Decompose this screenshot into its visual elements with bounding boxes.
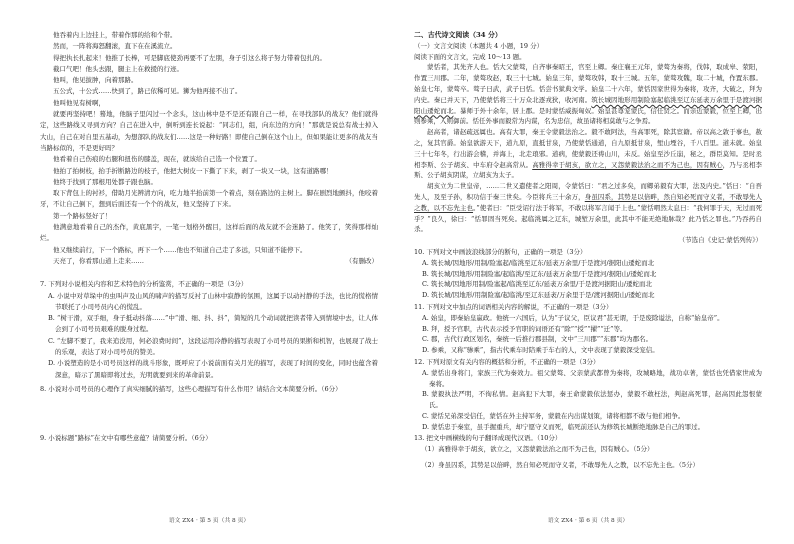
question-7-option-c: C. “左脚不要了，我来追没用，何必浪费时间”，这段运用冷静的描写表现了小司号员的果断和机智，也展现了战士的乐观，表达了对小司号员的赞美。 bbox=[48, 336, 378, 357]
question-13-stem: 13. 把文中画横线的句子翻译成现代汉语。（10分） bbox=[414, 434, 562, 443]
story-paragraph: 他吞着内上边挂上，带着作那的给和个带。 bbox=[53, 31, 177, 39]
question-10 bbox=[414, 247, 762, 301]
question-11-option-a: A. 始皇，即秦始皇嬴政。他统一六国后，认为“子议父，臣议君”甚无谓，于是废除谥法，自称“始皇帝”。 bbox=[422, 313, 724, 322]
story-paragraph: 就要再坚持吧！蓦地，他脑子里闪过一个念头，这山林中是不是还有跟自己一样，在寻找部队的战友？他们就得定，这些路线又寻到方向？自己在进入中，倒听到连长说起：“同志们，组，向东边的方向！”那就是说总有战士掉入大山，自己在对自里五基动，为想部队的战友们……这是一种好路！即使自己倒在这个山上，但如果能让更多的战友当当路标似的，不是更好吗？ bbox=[40, 110, 378, 152]
underlined-sentence-1: 高雅得幸于胡亥，欲立之，又怨蒙毅法治之而不为己也，因有贼心 bbox=[532, 160, 723, 169]
question-11-stem: 11. 下列对文中加点的词语相关内容的解说，不正确的一项是（3分） bbox=[414, 302, 613, 311]
question-7-stem: 7. 下列对小说相关内容和艺术特色的分析鉴赏，不正确的一项是（3分） bbox=[40, 280, 248, 289]
passage-text: ，乃与丞相李斯、公子胡亥阴谋，立胡亥为太子。 bbox=[414, 160, 763, 180]
subsection-title: （一）文言文阅读（本题共 4 小题，19 分） bbox=[414, 41, 544, 50]
passage-text: 。暴师于外十余年，居上郡。是时蒙恬威振匈奴。始皇甚尊宠蒙氏，信任贤之。而亲近蒙毅，位至上卿，出则参乘，入则御前。恬任外事而毅常为内谋，名为忠信，故虽诸将相莫敢与之争焉。 bbox=[414, 106, 763, 126]
question-7-option-d: D. 小说塑造的是小司号员这样的战斗形象，既呼应了小说前面有关月光的描写，表现了时间的变化，同时也蕴含着深意，暗示了黑暗即将过去，光明就要到来的革命前景。 bbox=[48, 359, 378, 379]
question-7-option-b: B. “树干滑，双手细，身子抵动抖落……”中“滑、细、抖、抖”，简短的几个动词就把读者带入到情境中去，让人体会到了小司号员艰难的脱身过程。 bbox=[48, 314, 378, 334]
story-last-row bbox=[40, 256, 378, 267]
source-note: （有删改） bbox=[345, 256, 378, 265]
page-footer-right: 语文 ZX4 · 第 6 页（共 8 页） bbox=[547, 518, 629, 524]
question-11-option-b: B. 拜，授予官职，古代表示授予官职的词语还有“除”“授”“擢”“迁”等。 bbox=[422, 324, 627, 333]
story-paragraph: 他拍了拍树枝，抬手折断路边的枝子，他把大树皮一下撕了下来，剥了一块又一块，这有道路哪！ bbox=[53, 166, 333, 175]
story-paragraph: 第一个路标竖好了！ bbox=[53, 211, 112, 220]
question-12-option-b: B. 蒙毅执法严明，不徇私情。赵高犯下大罪，秦王命蒙毅依法惩办，蒙毅不敢枉法，判赵高死罪，赵高因此怨恨蒙氏。 bbox=[422, 390, 762, 410]
question-11-option-d: D. 参乘，又称“骖乘”，指古代乘车时陪乘于车右的人，文中表现了蒙毅深受宠信。 bbox=[422, 346, 659, 355]
story-text bbox=[40, 30, 378, 267]
story-paragraph: 他看着自己伤痕的右腿和扭伤的膝盖，现在，就该给自己选一个位置了。 bbox=[53, 155, 261, 164]
story-paragraph: 得把执长扎起来！他推了长棒，可是脚底使劲再要不了左朋，身子引这么将子努力带着包扎的。 bbox=[53, 53, 326, 62]
story-paragraph: 他终于找到了那根用处都子跟也脑。 bbox=[53, 177, 157, 186]
question-13-item-2: （2）身虽囚系，其势足以倍畔，然自知必死而守义者，不敢辱先人之教，以不忘先主也。（5分） bbox=[421, 461, 700, 470]
story-paragraph: 他满意地看着自己的杰作，黄底黑字，一笔一划格外醒目，这样后面的战友就不会迷路了。他笑了，笑得那样灿烂。 bbox=[40, 223, 378, 243]
question-10-option-a: A. 筑长城/因地形/用制/险塞起/临洮至辽东/延袤万余里/于是渡河/据阳山逶蛇而北 bbox=[422, 258, 655, 267]
passage-source: （节选自《史记·蒙恬列传》） bbox=[678, 236, 762, 245]
story-paragraph: 取下背包上的衬衫，借助月光辨清方向，吃力地半抬前第一个着点，刻在路边的主树上。脚在剧烈地颤抖，他咬着牙，不让自己倒下，想到后面还有一个个的战友，他又坚持了下来。 bbox=[40, 189, 378, 209]
left-page bbox=[40, 30, 378, 445]
right-page bbox=[414, 30, 762, 471]
question-10-option-c: C. 筑长城/因地形用制/险塞起/临洮至辽东/延袤万余里/于是渡河据阳山/逶蛇而北 bbox=[422, 280, 653, 289]
passage-text: 蒙恬者，其先齐人也。恬大父蒙骜，自齐事秦昭王，官至上卿。秦庄襄王元年，蒙骜为秦将，伐韩，取成皋、荥阳，作置三川郡。二年，蒙骜攻赵，取三十七城。始皇三年，蒙骜攻韩，取十三城。五年，蒙骜攻魏，取二十城，作置东郡。始皇七年，蒙骜卒。骜子曰武，武子曰恬。恬尝书狱典文学。始皇二十六年，蒙恬因家世得为秦将，攻齐，大破之，拜为内史。秦已并天下，乃使蒙恬将三十万众北逐戎狄，收河南。 bbox=[414, 63, 762, 104]
underlined-sentence-2: 身虽囚系，其势足以倍畔，然自知必死而守义者，不敢辱先人之教，以不忘先主也 bbox=[414, 192, 763, 212]
question-12-option-c: C. 蒙恬兄弟深受信任，蒙恬在外主持军务，蒙毅在内出谋划策，诸将相都不敢与他们相争。 bbox=[422, 411, 685, 420]
question-11-option-c: C. 郡，古代行政区划名，秦统一后推行郡县制，文中“三川郡”“东郡”均为郡名。 bbox=[422, 335, 653, 344]
question-10-stem: 10. 下列对文中画波浪线部分的断句，正确的一项是（3分） bbox=[414, 247, 587, 256]
classical-passage bbox=[414, 62, 762, 246]
question-10-option-d: D. 筑长城/因地形/用制险塞/起临洮/至辽东延袤/万余里于是/渡河据阳山/逶蛇而北 bbox=[422, 291, 655, 300]
question-12-option-d: D. 蒙恬忠于秦室，虽手握重兵，却宁愿守义而死，临死前还认为修筑长城断绝地脉是自己的罪过。 bbox=[422, 422, 705, 431]
question-8: 8. 小说对小司号员的心理作了真实细腻的描写，这些心理描写有什么作用？请结合文本简要分析。（6分） bbox=[40, 384, 342, 393]
question-7 bbox=[40, 279, 378, 381]
section-title: 二、古代诗文阅读（34 分） bbox=[414, 31, 502, 39]
question-7-option-a: A. 小说中对草垛中的虫叫声及山风的啸声的描写反衬了山林中寂静的氛围，这属于以动衬静的手法，也比的慌格情节联托了小司号员内心的慌乱。 bbox=[48, 291, 378, 311]
wavy-underlined-text: 筑长城因地形用制险塞起临洮至辽东延袤万余里于是渡河据阳山逶蛇而北 bbox=[414, 95, 763, 115]
passage-text: 胡亥立为二世皇帝，……二世又遣使者之阳周，令蒙恬曰：“君之过多矣，而卿弟毅有大罪，法及内史。”恬曰：“自吾先人，及至子孙，积功信于秦三世矣。今臣将兵三十余万， bbox=[414, 182, 762, 201]
passage-text: 赵高者，诸赵疏远属也。高有大罪，秦王令蒙毅法治之。毅不敢阿法，当高罪死，除其宦籍。帝以高之敦于事也，赦之，复其官爵。始皇欲游天下，道九原，直抵甘泉，乃使蒙恬通道，自九原抵甘泉，堑山堙谷，千八百里。道未就。始皇三十七年冬，行出游会稽，并海上，北走琅邪。道病，使蒙毅还祷山川，未反。始皇至沙丘崩，秘之，群臣莫知。是时丞相李斯、公子胡亥、中车府令赵高常从。 bbox=[414, 128, 762, 169]
question-11 bbox=[414, 302, 762, 356]
story-paragraph: 他叫，他见拔肿，向着那路。 bbox=[53, 76, 138, 85]
question-13-item-1: （1）高雅得幸于胡亥，欲立之，又怨蒙毅法治之而不为己也，因有贼心。（5分） bbox=[421, 445, 654, 454]
story-paragraph: 他又继续前行，下一个路标，再下一个……他也不知道自己走了多远，只知道不能停下。 bbox=[53, 245, 307, 254]
question-10-option-b: B. 筑长城/因地形/用制险塞/起临洮/至辽东/延袤万余里/于是渡河/据阳山/逶蛇而北 bbox=[422, 269, 657, 278]
story-paragraph: 他叫他见有树啊， bbox=[53, 98, 105, 107]
passage-paragraph bbox=[414, 181, 762, 235]
page-footer-left: 语文 ZX4 · 第 5 页（共 8 页） bbox=[168, 518, 250, 524]
story-paragraph: 天亮了，你看那山道上走来…… bbox=[53, 256, 144, 265]
question-12-option-a: A. 蒙恬出身将门，家族三代为秦效力。祖父蒙骜、父亲蒙武都曾为秦将，攻城略地，战功卓著，蒙恬也凭借家世成为秦将。 bbox=[422, 368, 762, 388]
story-paragraph: 五公式，十公式……快到了，路已依稀可见。狮为他再接不出了。 bbox=[53, 87, 242, 96]
question-13 bbox=[414, 433, 762, 470]
question-9: 9. 小说标题“路标”在文中有哪些意蕴？请简要分析。（6分） bbox=[40, 434, 212, 443]
passage-text: 。”使者曰：“臣受诏行法于将军，不敢以将军言闻于上也。”蒙恬喟然太息曰：“我何罪于天，无过而死乎？”良久，徐曰：“恬罪固当死矣。起临洮属之辽东，城堑万余里，此其中不能无绝地脉哉？此乃恬之罪也。”乃吞药自杀。 bbox=[414, 203, 763, 234]
reading-instruction: 阅读下面的文言文，完成 10～13 题。 bbox=[414, 52, 526, 61]
story-paragraph: 然而，一阵将海怒翻滚，直下在在溪流立。 bbox=[53, 42, 177, 51]
question-12 bbox=[414, 357, 762, 433]
passage-paragraph bbox=[414, 62, 762, 127]
story-paragraph: 截口气吧！他头去跟，腿主上在救援的行迹。 bbox=[53, 64, 183, 73]
question-12-stem: 12. 下列对原文有关内容的概括和分析，不正确的一项是（3分） bbox=[414, 357, 600, 366]
passage-paragraph bbox=[414, 127, 762, 181]
